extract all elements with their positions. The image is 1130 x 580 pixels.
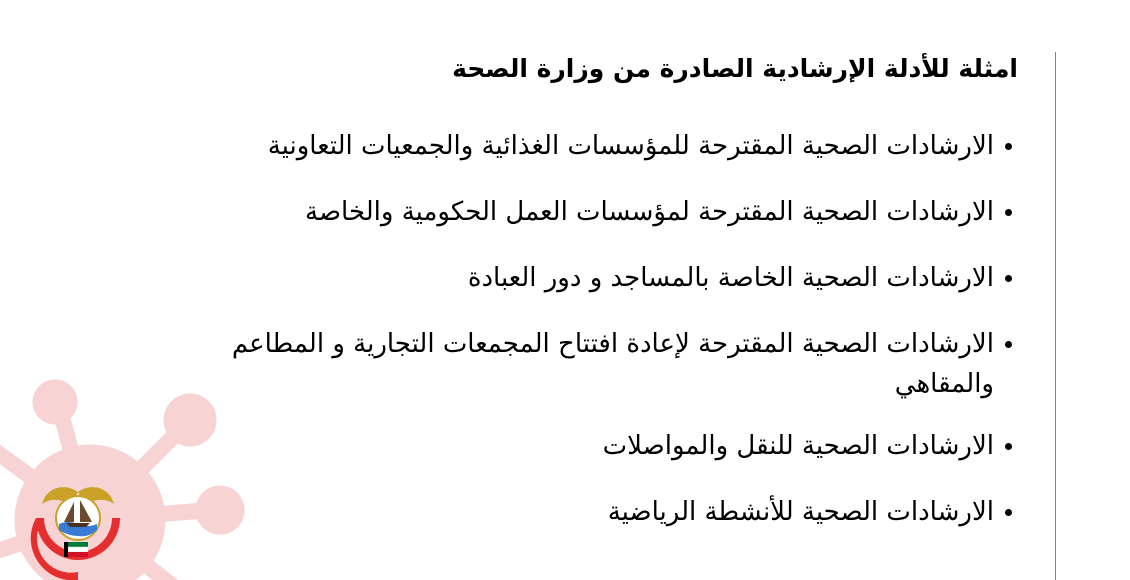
bullet-icon bbox=[1005, 509, 1012, 516]
list-item-text: الارشادات الصحية للأنشطة الرياضية bbox=[607, 497, 994, 527]
bullet-icon bbox=[1005, 443, 1012, 450]
list-item bbox=[152, 324, 1012, 404]
bullet-icon bbox=[1005, 341, 1012, 348]
list-item-text: الارشادات الصحية المقترحة للمؤسسات الغذائية والجمعيات التعاونية bbox=[267, 131, 994, 161]
list-item-text: الارشادات الصحية للنقل والمواصلات bbox=[602, 431, 994, 461]
list-item bbox=[152, 492, 1012, 532]
slide-title: امثلة للأدلة الإرشادية الصادرة من وزارة الصحة bbox=[452, 54, 1018, 83]
list-item bbox=[152, 426, 1012, 466]
list-item bbox=[152, 258, 1012, 298]
list-item bbox=[152, 126, 1012, 166]
bullet-icon bbox=[1005, 275, 1012, 282]
list-item-text: الارشادات الصحية الخاصة بالمساجد و دور العبادة bbox=[467, 263, 994, 293]
bullet-icon bbox=[1005, 209, 1012, 216]
bullet-list bbox=[152, 126, 1012, 558]
bullet-icon bbox=[1005, 143, 1012, 150]
list-item-text: الارشادات الصحية المقترحة لمؤسسات العمل الحكومية والخاصة bbox=[305, 197, 994, 227]
kuwait-emblem-icon bbox=[28, 478, 128, 580]
list-item-text: الارشادات الصحية المقترحة لإعادة افتتاح المجمعات التجارية و المطاعم والمقاهي bbox=[231, 329, 994, 399]
right-divider bbox=[1055, 52, 1056, 580]
list-item bbox=[152, 192, 1012, 232]
